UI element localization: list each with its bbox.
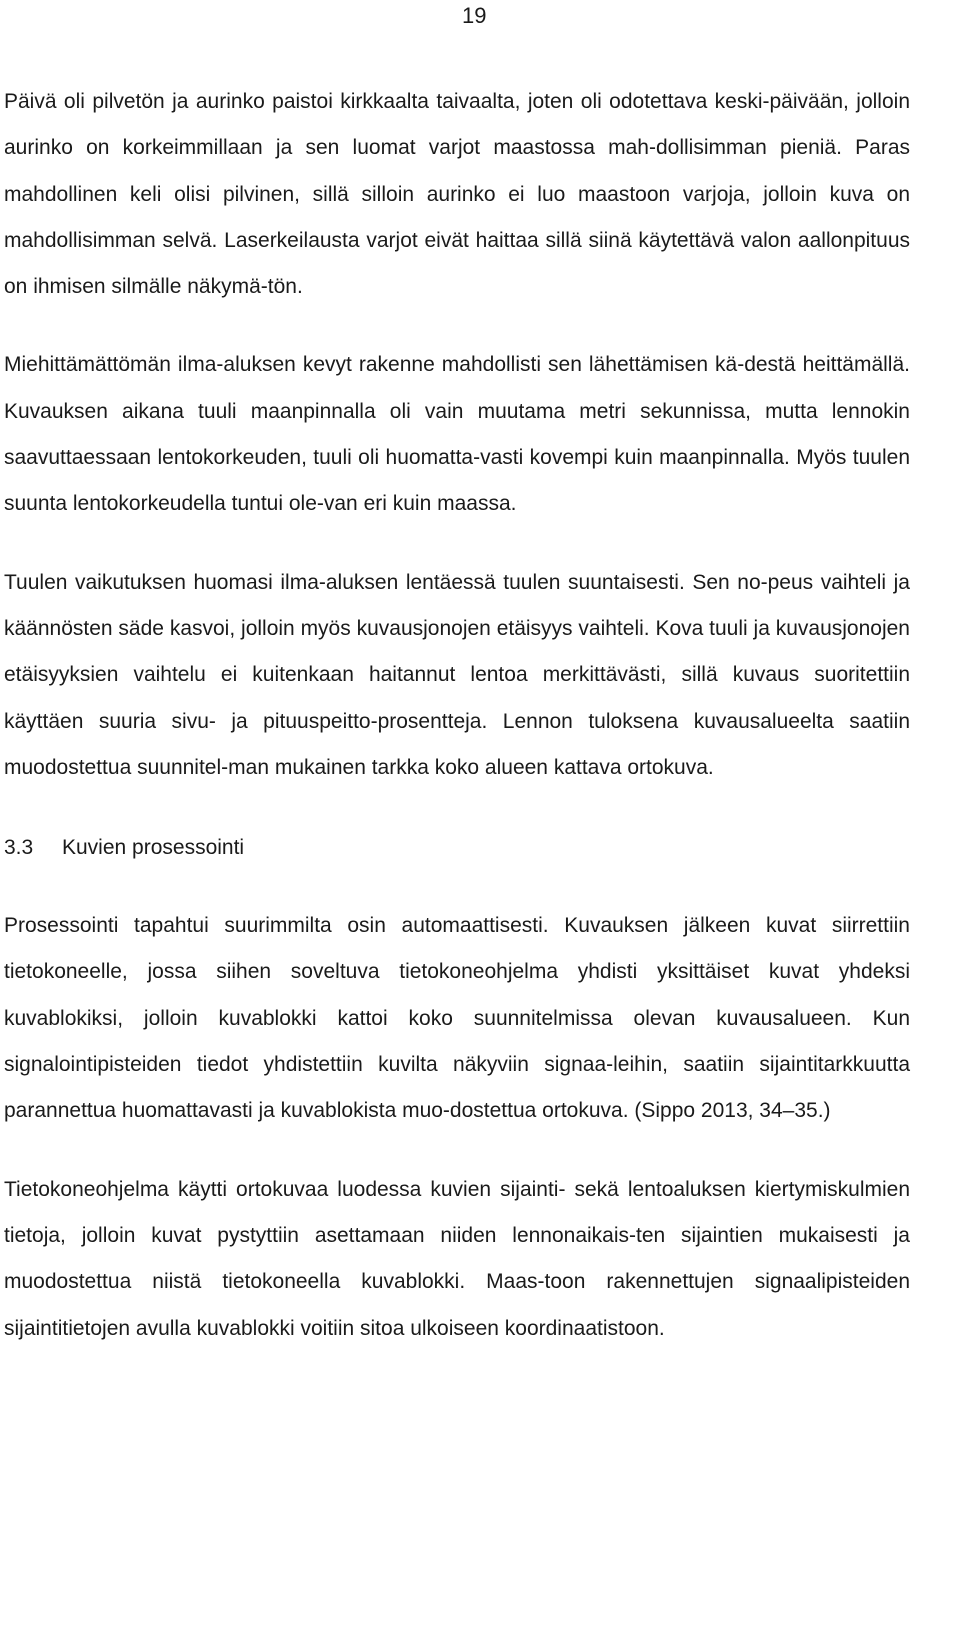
section-number: 3.3 xyxy=(4,836,34,860)
paragraph: Miehittämättömän ilma-aluksen kevyt rakenne mahdollisti sen lähettämisen kä-destä heittämällä. Kuvauksen aikana tuuli maanpinnalla oli vain muutama metri sekunnissa, mutta lennokin saavuttaessaan lentokorkeuden, tuuli oli huomatta-vasti kovempi kuin maanpinnalla. Myös tuulen suunta lentokorkeudella tuntui ole-van eri kuin maassa. xyxy=(4,353,910,516)
page-body xyxy=(4,79,910,1352)
paragraph: Tuulen vaikutuksen huomasi ilma-aluksen lentäessä tuulen suuntaisesti. Sen no-peus vaihteli ja käännösten säde kasvoi, jolloin myös kuvausjonojen etäisyys vaihteli. Kova tuuli ja kuvausjonojen etäisyyksien vaihtelu ei kuitenkaan haitannut lentoa merkittävästi, sillä kuvaus suoritettiin käyttäen suuria sivu- ja pituuspeitto-prosentteja. Lennon tuloksena kuvausalueelta saatiin muodostettua suunnitel-man mukainen tarkka koko alueen kattava ortokuva. xyxy=(4,570,910,779)
paragraph: Tietokoneohjelma käytti ortokuvaa luodessa kuvien sijainti- sekä lentoaluksen kiertymiskulmien tietoja, jolloin kuvat pystyttiin asettamaan niiden lennonaikais-ten sijaintien mukaisesti ja muodostettua niistä tietokoneella kuvablokki. Maas-toon rakennettujen signaalipisteiden sijaintitietojen avulla kuvablokki voitiin sitoa ulkoiseen koordinaatistoon. xyxy=(4,1177,910,1340)
section-title: Kuvien prosessointi xyxy=(62,836,245,860)
paragraph: Päivä oli pilvetön ja aurinko paistoi kirkkaalta taivaalta, joten oli odotettava keski-päivään, jolloin aurinko on korkeimmillaan ja sen luomat varjot maastossa mah-dollisimman pieniä. Paras mahdollinen keli olisi pilvinen, sillä silloin aurinko ei luo maastoon varjoja, jolloin kuva on mahdollisimman selvä. Laserkeilausta varjot eivät haittaa sillä siinä käytettävä valon aallonpituus on ihmisen silmälle näkymä-tön. xyxy=(4,90,910,299)
paragraph: Prosessointi tapahtui suurimmilta osin automaattisesti. Kuvauksen jälkeen kuvat siirrettiin tietokoneelle, jossa siihen soveltuva tietokoneohjelma yhdisti yksittäiset kuvat yhdeksi kuvablokiksi, jolloin kuvablokki kattoi koko suunnitelmissa olevan kuvausalueen. Kun signalointipisteiden tiedot yhdistettiin kuvilta näkyviin signaa-leihin, saatiin sijaintitarkkuutta parannettua huomattavasti ja kuvablokista muo-dostettua ortokuva. (Sippo 2013, 34–35.) xyxy=(4,914,910,1123)
page-number: 19 xyxy=(462,3,487,28)
section-heading xyxy=(4,825,910,871)
